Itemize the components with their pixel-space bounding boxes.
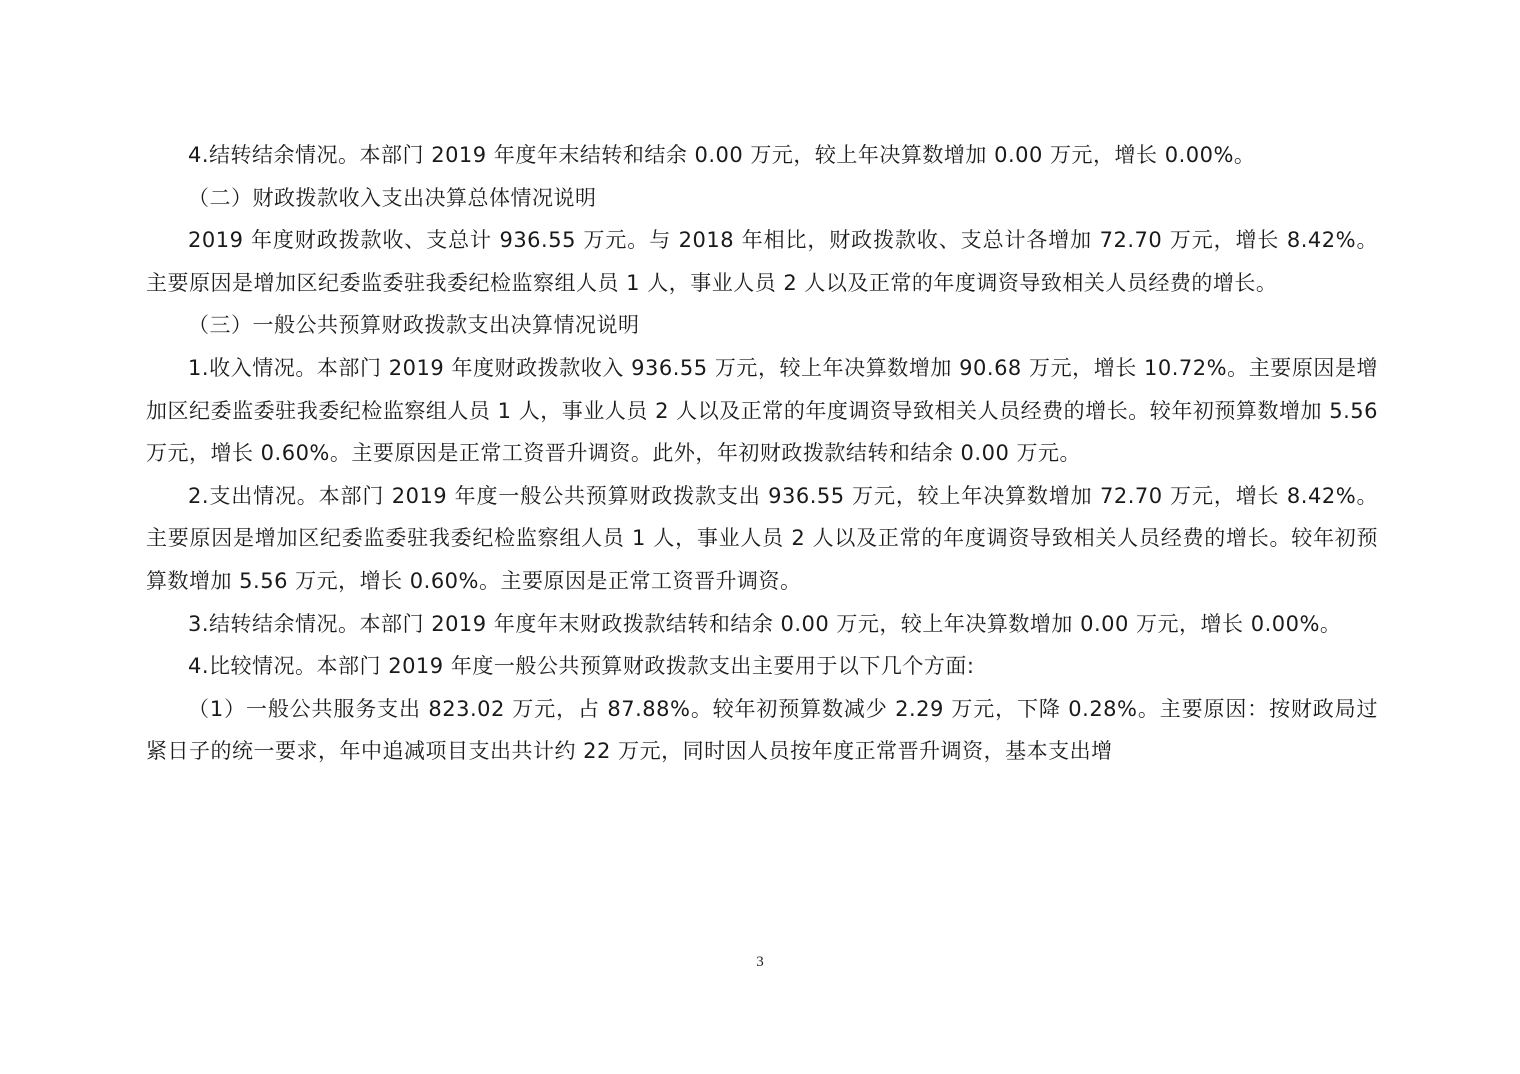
paragraph-public-service-expense: （1）一般公共服务支出 823.02 万元，占 87.88%。较年初预算数减少 2.29 万元，下降 0.28%。主要原因：按财政局过紧日子的统一要求，年中追减项目支出共计约 22 万元，同时因人员按年度正常晋升调资，基本支出增 bbox=[146, 696, 1378, 764]
paragraph-comparison: 4.比较情况。本部门 2019 年度一般公共预算财政拨款支出主要用于以下几个方面: bbox=[188, 654, 975, 679]
document-body bbox=[146, 134, 1378, 773]
page-number: 3 bbox=[756, 954, 764, 970]
paragraph-fiscal-total: 2019 年度财政拨款收、支总计 936.55 万元。与 2018 年相比，财政拨款收、支总计各增加 72.70 万元，增长 8.42%。主要原因是增加区纪委监委驻我委纪检监察组人员 1 人，事业人员 2 人以及正常的年度调资导致相关人员经费的增长。 bbox=[146, 228, 1378, 295]
paragraph-carryover-balance: 4.结转结余情况。本部门 2019 年度年末结转和结余 0.00 万元，较上年决算数增加 0.00 万元，增长 0.00%。 bbox=[188, 143, 1256, 167]
paragraph-income: 1.收入情况。本部门 2019 年度财政拨款收入 936.55 万元，较上年决算数增加 90.68 万元，增长 10.72%。主要原因是增加区纪委监委驻我委纪检监察组人员 1 人，事业人员 2 人以及正常的年度调资导致相关人员经费的增长。较年初预算数增加 5.56 万元，增长 0.60%。主要原因是正常工资晋升调资。此外，年初财政拨款结转和结余 0.00 万元。 bbox=[146, 355, 1378, 466]
section-heading-fiscal-overview: （二）财政拨款收入支出决算总体情况说明 bbox=[188, 185, 597, 210]
section-heading-general-budget: （三）一般公共预算财政拨款支出决算情况说明 bbox=[188, 313, 640, 338]
paragraph-expenditure: 2.支出情况。本部门 2019 年度一般公共预算财政拨款支出 936.55 万元，较上年决算数增加 72.70 万元，增长 8.42%。主要原因是增加区纪委监委驻我委纪检监察组人员 1 人，事业人员 2 人以及正常的年度调资导致相关人员经费的增长。较年初预算数增加 5.56 万元，增长 0.60%。主要原因是正常工资晋升调资。 bbox=[146, 483, 1378, 593]
paragraph-fiscal-carryover: 3.结转结余情况。本部门 2019 年度年末财政拨款结转和结余 0.00 万元，较上年决算数增加 0.00 万元，增长 0.00%。 bbox=[188, 611, 1342, 636]
